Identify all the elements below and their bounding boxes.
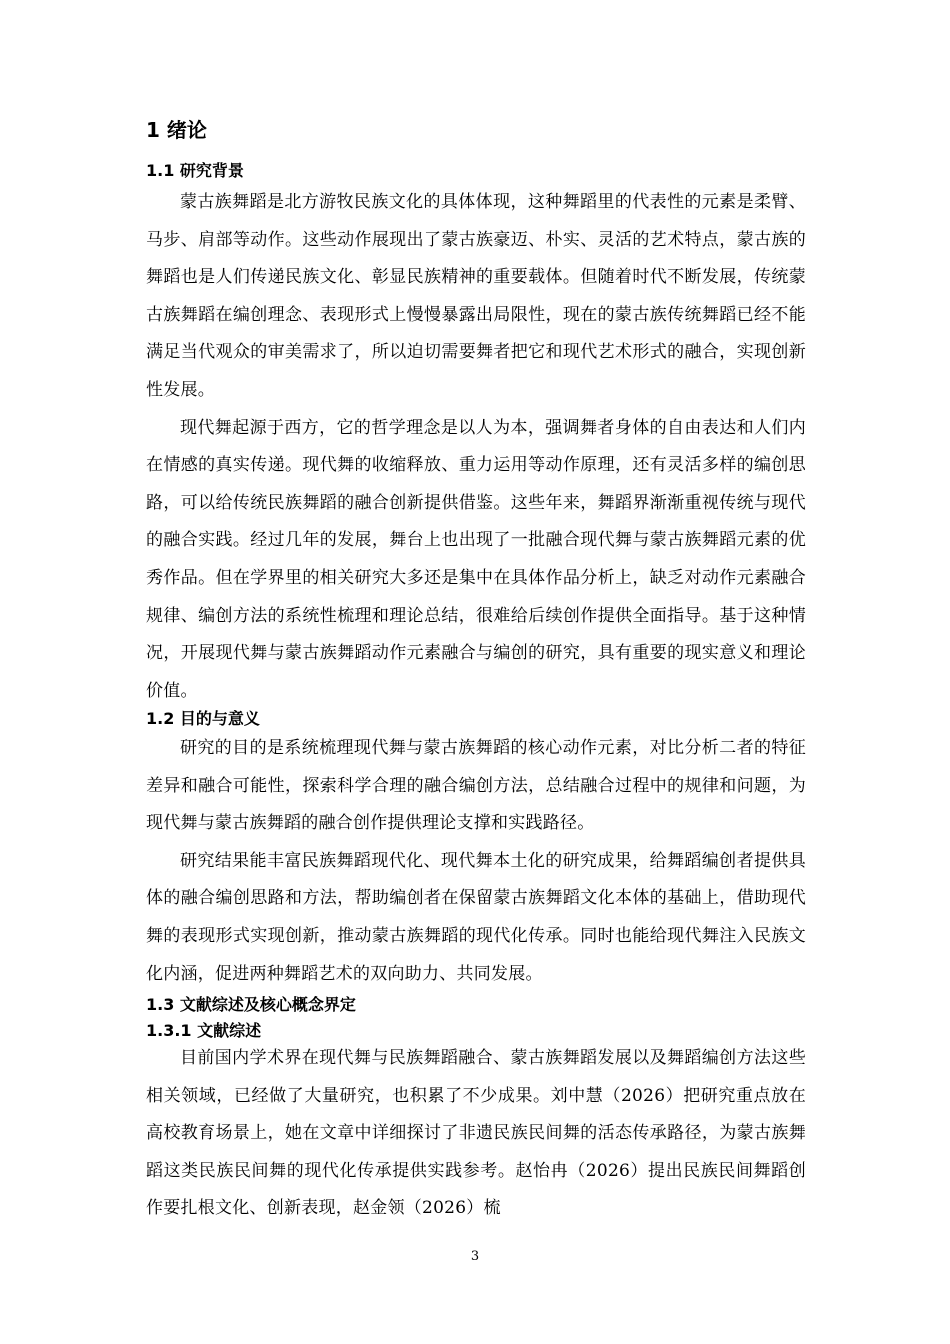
subsection-heading-1-3-1: 1.3.1 文献综述 xyxy=(146,1021,262,1040)
subsection-1-3-1-body xyxy=(146,1040,806,1228)
section-heading-1-2: 1.2 目的与意义 xyxy=(146,709,260,728)
paragraph: 研究结果能丰富民族舞蹈现代化、现代舞本土化的研究成果，给舞蹈编创者提供具体的融合编创思路和方法，帮助编创者在保留蒙古族舞蹈文化本体的基础上，借助现代舞的表现形式实现创新，推动蒙古族舞蹈的现代化传承。同时也能给现代舞注入民族文化内涵，促进两种舞蹈艺术的双向助力、共同发展。 xyxy=(146,850,806,984)
paragraph: 蒙古族舞蹈是北方游牧民族文化的具体体现，这种舞蹈里的代表性的元素是柔臂、马步、肩部等动作。这些动作展现出了蒙古族豪迈、朴实、灵活的艺术特点，蒙古族的舞蹈也是人们传递民族文化、彰显民族精神的重要载体。但随着时代不断发展，传统蒙古族舞蹈在编创理念、表现形式上慢慢暴露出局限性，现在的蒙古族传统舞蹈已经不能满足当代观众的审美需求了，所以迫切需要舞者把它和现代艺术形式的融合，实现创新性发展。 xyxy=(146,192,806,400)
paragraph: 现代舞起源于西方，它的哲学理念是以人为本，强调舞者身体的自由表达和人们内在情感的真实传递。现代舞的收缩释放、重力运用等动作原理，还有灵活多样的编创思路，可以给传统民族舞蹈的融合创新提供借鉴。这些年来，舞蹈界渐渐重视传统与现代的融合实践。经过几年的发展，舞台上也出现了一批融合现代舞与蒙古族舞蹈元素的优秀作品。但在学界里的相关研究大多还是集中在具体作品分析上，缺乏对动作元素融合规律、编创方法的系统性梳理和理论总结，很难给后续创作提供全面指导。基于这种情况，开展现代舞与蒙古族舞蹈动作元素融合与编创的研究，具有重要的现实意义和理论价值。 xyxy=(146,417,806,701)
section-heading-1-1: 1.1 研究背景 xyxy=(146,161,244,180)
paragraph: 研究的目的是系统梳理现代舞与蒙古族舞蹈的核心动作元素，对比分析二者的特征差异和融合可能性，探索科学合理的融合编创方法，总结融合过程中的规律和问题，为现代舞与蒙古族舞蹈的融合创作提供理论支撑和实践路径。 xyxy=(146,738,806,834)
document-page xyxy=(146,0,806,1344)
section-1-1-body xyxy=(146,184,806,710)
page-number: 3 xyxy=(470,1249,480,1264)
paragraph: 目前国内学术界在现代舞与民族舞蹈融合、蒙古族舞蹈发展以及舞蹈编创方法这些相关领域，已经做了大量研究，也积累了不少成果。刘中慧（2026）把研究重点放在高校教育场景上，她在文章中详细探讨了非遗民族民间舞的活态传承路径，为蒙古族舞蹈这类民族民间舞的现代化传承提供实践参考。赵怡冉（2026）提出民族民间舞蹈创作要扎根文化、创新表现，赵金领（2026）梳 xyxy=(146,1048,806,1219)
section-heading-1-3: 1.3 文献综述及核心概念界定 xyxy=(146,995,356,1014)
section-1-2-body xyxy=(146,730,806,993)
chapter-heading: 1 绪论 xyxy=(146,118,207,142)
